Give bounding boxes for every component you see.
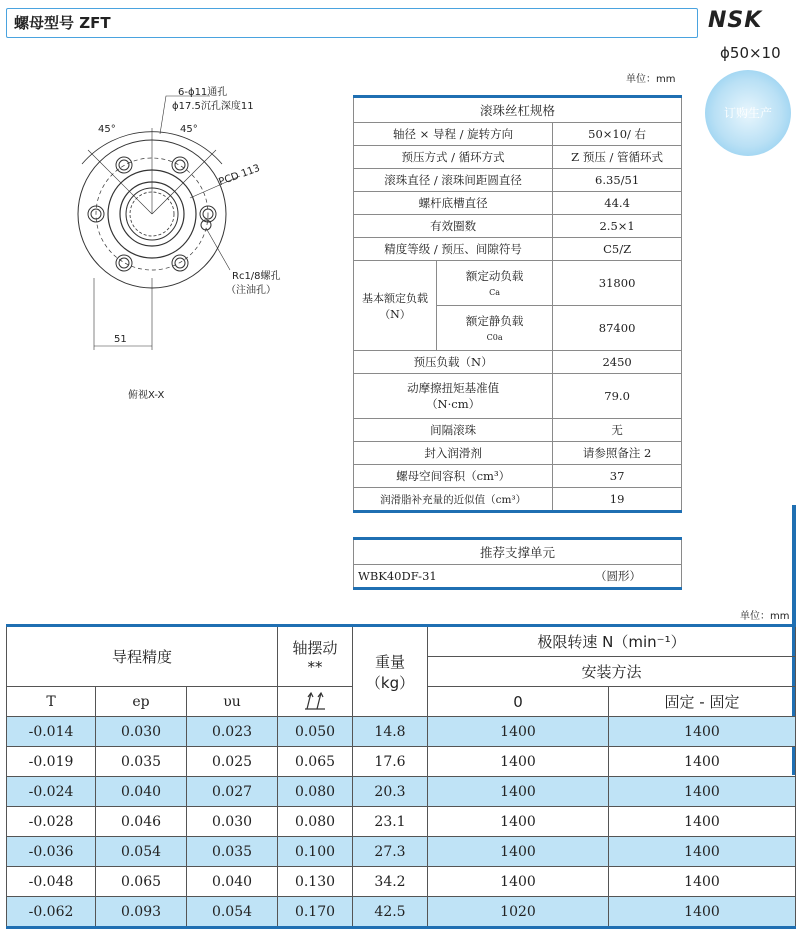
- accuracy-speed-table: [6, 624, 796, 929]
- table-cell: 0.170: [278, 897, 353, 928]
- oil-hole-label: Rc1/8螺孔: [232, 271, 281, 282]
- table-cell: 0.030: [187, 807, 278, 837]
- table-cell: 0.093: [96, 897, 187, 928]
- table-row: [7, 807, 796, 837]
- table-cell: 23.1: [353, 807, 428, 837]
- dynamic-load-value: 31800: [553, 261, 682, 306]
- table-cell: 1400: [609, 867, 796, 897]
- table-cell: -0.036: [7, 837, 96, 867]
- table-cell: -0.062: [7, 897, 96, 928]
- brand-logo: NSK: [708, 8, 763, 33]
- table-cell: -0.014: [7, 717, 96, 747]
- table-cell: 1400: [428, 837, 609, 867]
- table-body: [7, 717, 796, 928]
- col-ep: ep: [96, 687, 187, 717]
- table-cell: 1400: [609, 747, 796, 777]
- preload-value: 2450: [553, 351, 682, 374]
- spec-label: 精度等级 / 预压、间隙符号: [354, 238, 553, 261]
- view-label: 俯视X-X: [128, 390, 165, 401]
- static-load-label: [437, 306, 553, 351]
- runout-text: 轴摆动: [292, 639, 338, 657]
- table-cell: -0.019: [7, 747, 96, 777]
- table-cell: 34.2: [353, 867, 428, 897]
- dynamic-load-text: 额定动负载: [465, 269, 524, 283]
- space-volume-label: 螺母空间容积（cm³）: [354, 465, 553, 488]
- table-cell: 1400: [428, 747, 609, 777]
- main-unit-label: 单位：mm: [740, 611, 790, 622]
- speed-header: 极限转速 N（min⁻¹）: [428, 626, 796, 657]
- table-cell: 1020: [428, 897, 609, 928]
- table-cell: 0.025: [187, 747, 278, 777]
- oil-hole-note: （注油孔）: [226, 285, 276, 296]
- dynamic-load-symbol: Ca: [489, 288, 501, 297]
- table-cell: 0.046: [96, 807, 187, 837]
- page-title: 螺母型号 ZFT: [14, 14, 111, 32]
- table-cell: 0.035: [96, 747, 187, 777]
- table-cell: 0.065: [278, 747, 353, 777]
- table-cell: 1400: [428, 867, 609, 897]
- spec-unit-label: 单位：mm: [626, 74, 676, 85]
- table-cell: 1400: [609, 717, 796, 747]
- angle-right-label: 45°: [180, 124, 198, 135]
- load-group-label: 基本额定负载（N）: [354, 261, 437, 351]
- support-title: 推荐支撑单元: [354, 539, 682, 565]
- table-cell: 0.054: [187, 897, 278, 928]
- spec-value: 50×10/ 右: [553, 123, 682, 146]
- col-vu: υu: [187, 687, 278, 717]
- lube-value: 请参照备注 2: [553, 442, 682, 465]
- spec-label: 螺杆底槽直径: [354, 192, 553, 215]
- table-cell: 20.3: [353, 777, 428, 807]
- table-cell: 1400: [428, 717, 609, 747]
- weight-unit: （kg）: [365, 673, 415, 692]
- spec-label: 有效圈数: [354, 215, 553, 238]
- table-cell: -0.048: [7, 867, 96, 897]
- table-row: [7, 777, 796, 807]
- torque-value: 79.0: [553, 374, 682, 419]
- table-cell: 0.030: [96, 717, 187, 747]
- table-cell: 27.3: [353, 837, 428, 867]
- table-cell: 0.023: [187, 717, 278, 747]
- torque-label: [354, 374, 553, 419]
- spacer-value: 无: [553, 419, 682, 442]
- torque-unit: （N·cm）: [426, 397, 481, 411]
- table-cell: 17.6: [353, 747, 428, 777]
- col-T: T: [7, 687, 96, 717]
- table-row: [7, 837, 796, 867]
- table-row: [7, 717, 796, 747]
- table-cell: 1400: [428, 777, 609, 807]
- table-cell: -0.028: [7, 807, 96, 837]
- table-cell: 0.065: [96, 867, 187, 897]
- table-cell: 1400: [609, 837, 796, 867]
- table-cell: 0.130: [278, 867, 353, 897]
- table-cell: 0.040: [187, 867, 278, 897]
- spec-value: C5/Z: [553, 238, 682, 261]
- table-cell: 0.080: [278, 807, 353, 837]
- support-unit-table: [353, 537, 682, 590]
- table-cell: 0.035: [187, 837, 278, 867]
- table-cell: 0.040: [96, 777, 187, 807]
- static-load-value: 87400: [553, 306, 682, 351]
- runout-header: [278, 626, 353, 687]
- table-cell: 42.5: [353, 897, 428, 928]
- torque-text: 动摩擦扭矩基准值: [407, 381, 500, 395]
- table-cell: 0.027: [187, 777, 278, 807]
- table-cell: 0.050: [278, 717, 353, 747]
- col-0: 0: [428, 687, 609, 717]
- spec-label: 预压方式 / 循环方式: [354, 146, 553, 169]
- spec-label: 滚珠直径 / 滚珠间距圆直径: [354, 169, 553, 192]
- runout-symbol-icon: [278, 687, 353, 717]
- spec-value: 2.5×1: [553, 215, 682, 238]
- spec-label: 轴径 × 导程 / 旋转方向: [354, 123, 553, 146]
- table-cell: 0.100: [278, 837, 353, 867]
- preload-label: 预压负载（N）: [354, 351, 553, 374]
- ball-screw-spec-table: [353, 95, 682, 513]
- holes-label: 6-ϕ11通孔: [178, 87, 228, 98]
- space-volume-value: 37: [553, 465, 682, 488]
- mount-header: 安装方法: [428, 657, 796, 687]
- weight-text: 重量: [374, 652, 405, 671]
- dynamic-load-label: [437, 261, 553, 306]
- weight-header: [353, 626, 428, 717]
- table-row: [7, 867, 796, 897]
- spec-value: 6.35/51: [553, 169, 682, 192]
- spec-value: Z 预压 / 管循环式: [553, 146, 682, 169]
- spec-value: 44.4: [553, 192, 682, 215]
- dimension-51: 51: [114, 334, 127, 345]
- table-cell: 0.080: [278, 777, 353, 807]
- angle-left-label: 45°: [98, 124, 116, 135]
- grease-label: 润滑脂补充量的近似值（cm³）: [354, 488, 553, 512]
- static-load-text: 额定静负载: [465, 314, 524, 328]
- table-cell: -0.024: [7, 777, 96, 807]
- table-cell: 1400: [428, 807, 609, 837]
- table-cell: 14.8: [353, 717, 428, 747]
- spec-title: 滚珠丝杠规格: [354, 97, 682, 123]
- lead-accuracy-header: 导程精度: [7, 626, 278, 687]
- support-shape: （圆形）: [514, 565, 681, 589]
- table-cell: 1400: [609, 897, 796, 928]
- support-model: WBK40DF-31: [354, 565, 515, 589]
- runout-mark: **: [307, 658, 323, 676]
- pcd-label: PCD 113: [217, 162, 262, 189]
- grease-value: 19: [553, 488, 682, 512]
- spacer-label: 间隔滚珠: [354, 419, 553, 442]
- col-fixed-fixed: 固定 - 固定: [609, 687, 796, 717]
- table-cell: 1400: [609, 777, 796, 807]
- table-cell: 0.054: [96, 837, 187, 867]
- lube-label: 封入润滑剂: [354, 442, 553, 465]
- counterbore-label: ϕ17.5沉孔深度11: [172, 101, 254, 112]
- table-cell: 1400: [609, 807, 796, 837]
- table-row: [7, 747, 796, 777]
- model-size: ϕ50×10: [720, 44, 781, 62]
- table-row: [7, 897, 796, 928]
- order-production-badge: 订购生产: [705, 70, 791, 156]
- static-load-symbol: C0a: [486, 333, 503, 342]
